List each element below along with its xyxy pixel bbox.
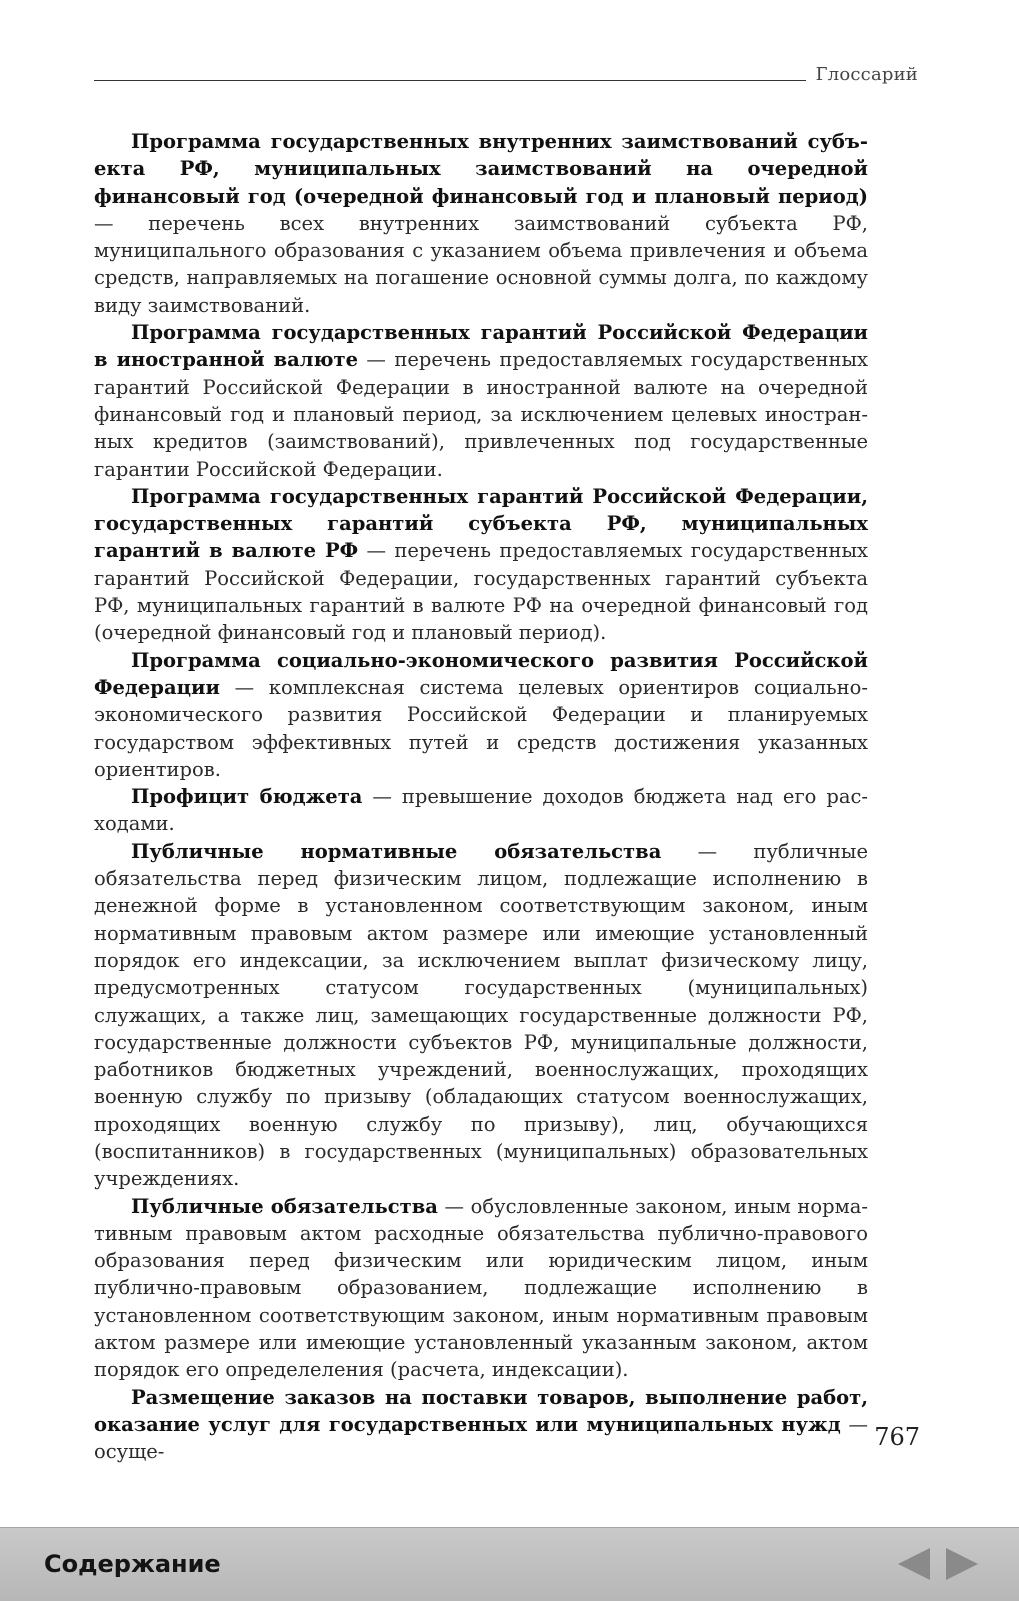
triangle-left-icon bbox=[896, 1546, 932, 1582]
glossary-term: Публичные обязательства bbox=[131, 1194, 438, 1218]
glossary-term: Публичные нормативные обязательства bbox=[131, 839, 662, 863]
navigation-bar bbox=[0, 1527, 1019, 1601]
glossary-entry bbox=[94, 647, 868, 783]
glossary-definition: — осуще- bbox=[94, 1412, 868, 1464]
glossary-definition: — публичные обязательства перед физическим лицом, подлежащие исполнению в денежной форме в установленном соответствующим законом, иным нормативным правовым актом размере или имеющие установленный порядок его индексации, за исключением выплат физическому лицу, предусмотренных статусом государственных (муниципальных) служащих, а также лиц, замещающих государственные должности РФ, государственные должности субъектов РФ, муниципальные должности, работников бюджетных учреждений, военнослужащих, проходящих военную службу по призыву (обладающих статусом военнослужащих, проходящих военную службу по призыву), лиц, обучающихся (воспитанников) в государственных (муниципальных) образовательных учреждениях. bbox=[94, 839, 868, 1191]
glossary-entry bbox=[94, 483, 868, 647]
glossary-definition: — перечень всех внутренних заимствований субъекта РФ, муниципального образования с указанием объема привлечения и объема средств, направляемых на погашение основной суммы долга, по каждому виду заимствований. bbox=[94, 211, 868, 317]
glossary-entry bbox=[94, 1193, 868, 1384]
contents-link[interactable]: Содержание bbox=[44, 1550, 221, 1578]
glossary-definition: — перечень предоставляемых государственных гарантий Российской Федерации в иностранной валюте на очередной финансовый год и плановый период, за исключением целевых иностранных кредитов (заимствований), привлеченных под государственные гарантии Российской Федерации. bbox=[94, 348, 868, 481]
glossary-entry bbox=[94, 783, 868, 838]
glossary-entry bbox=[94, 838, 868, 1193]
previous-page-button[interactable] bbox=[896, 1546, 932, 1582]
glossary-definition: — обусловленные законом, иным нормативным правовым актом расходные обязательства публично-правового образования перед физическим или юридическим лицом, иным публично-правовым образованием, подлежащие исполнению в установленном соответствующим законом, иным нормативным правовым актом размере или имеющие установленный указанным законом, актом порядок его определеления (расчета, индексации). bbox=[94, 1194, 868, 1382]
header-rule bbox=[94, 80, 806, 81]
running-header bbox=[94, 62, 918, 86]
glossary-entry bbox=[94, 319, 868, 483]
glossary-term: Программа социально-экономического развития Российской Федерации bbox=[94, 648, 868, 699]
triangle-right-icon bbox=[944, 1546, 980, 1582]
glossary-entry bbox=[94, 128, 868, 319]
glossary-term: Программа государственных гарантий Российской Федерации в иностранной валюте bbox=[94, 321, 868, 372]
glossary-term: Программа государственных гарантий Российской Федерации, государственных гарантий субъекта РФ, муниципальных гарантий в валюте РФ bbox=[94, 484, 868, 563]
glossary-term: Размещение заказов на поставки товаров, выполнение работ, оказание услуг для государственных или муниципальных нужд bbox=[94, 1385, 868, 1436]
glossary-term: Программа государственных внутренних заимствований субъекта РФ, муниципальных заимствований на очередной финансовый год (очередной финансовый год и плановый период) bbox=[94, 130, 868, 208]
next-page-button[interactable] bbox=[944, 1546, 980, 1582]
glossary-definition: — перечень предоставляемых государственных гарантий Российской Федерации, государственных гарантий субъекта РФ, муниципальных гарантий в валюте РФ на очередной финансовый год (очередной финансовый год и плановый период). bbox=[94, 539, 868, 645]
glossary-definition: — превышение доходов бюджета над его расходами. bbox=[94, 785, 868, 836]
glossary-text bbox=[94, 128, 868, 1466]
page-number: 767 bbox=[874, 1423, 920, 1451]
glossary-term: Профицит бюджета bbox=[131, 785, 363, 809]
glossary-definition: — комплексная система целевых ориентиров социально-экономического развития Российской Федерации и планируемых государством эффективных путей и средств достижения указанных ориентиров. bbox=[94, 675, 868, 781]
section-title: Глоссарий bbox=[815, 64, 918, 85]
glossary-entry bbox=[94, 1384, 868, 1466]
